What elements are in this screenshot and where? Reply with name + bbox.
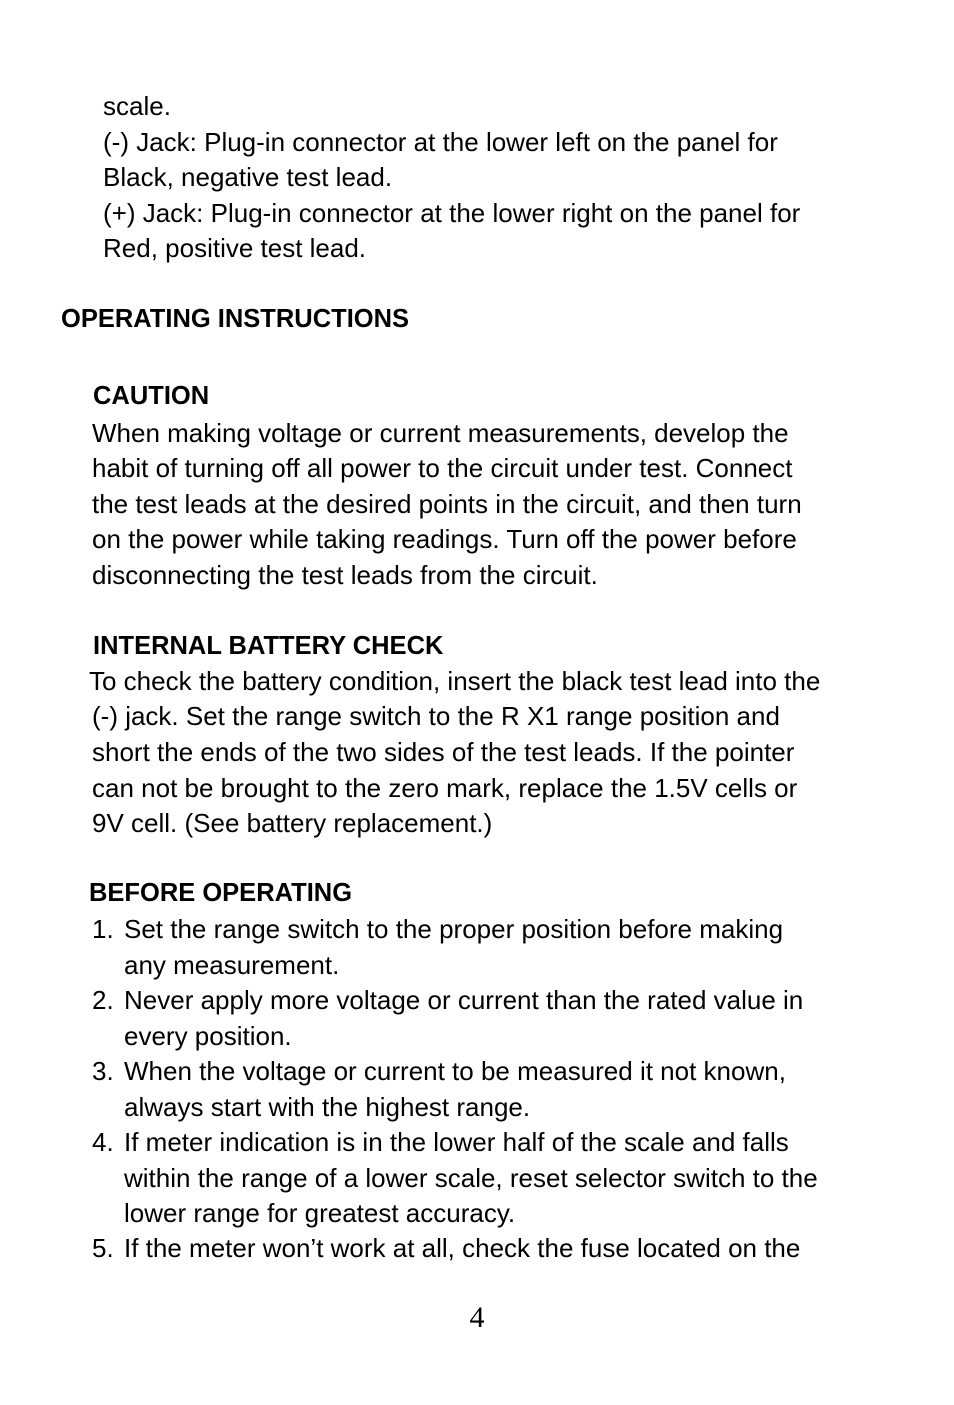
- list-item-line: Set the range switch to the proper position before making: [124, 914, 784, 944]
- page-number: 4: [469, 1301, 485, 1334]
- list-item-number: 1.: [92, 914, 114, 944]
- list-item-line: If meter indication is in the lower half of the scale and falls: [124, 1127, 789, 1157]
- list-item-line: always start with the highest range.: [124, 1092, 531, 1122]
- caution-line: the test leads at the desired points in the circuit, and then turn: [92, 489, 802, 519]
- list-item-line: within the range of a lower scale, reset selector switch to the: [124, 1163, 818, 1193]
- list-item-line: When the voltage or current to be measured it not known,: [124, 1056, 786, 1086]
- battery-check-line: 9V cell. (See battery replacement.): [92, 808, 493, 838]
- battery-check-line: (-) jack. Set the range switch to the R X1 range position and: [92, 701, 780, 731]
- list-item-number: 5.: [92, 1233, 114, 1263]
- battery-check-line: To check the battery condition, insert the black test lead into the: [89, 666, 821, 696]
- before-operating-heading: BEFORE OPERATING: [89, 879, 353, 907]
- intro-line: Red, positive test lead.: [103, 233, 367, 263]
- battery-check-heading: INTERNAL BATTERY CHECK: [93, 632, 444, 660]
- caution-line: When making voltage or current measurements, develop the: [92, 418, 789, 448]
- battery-check-line: short the ends of the two sides of the test leads. If the pointer: [92, 737, 795, 767]
- list-item-line: every position.: [124, 1021, 292, 1051]
- caution-line: habit of turning off all power to the circuit under test. Connect: [92, 453, 793, 483]
- intro-line: Black, negative test lead.: [103, 162, 393, 192]
- list-item-line: lower range for greatest accuracy.: [124, 1198, 516, 1228]
- caution-line: disconnecting the test leads from the circuit.: [92, 560, 598, 590]
- list-item-number: 2.: [92, 985, 114, 1015]
- intro-line: (-) Jack: Plug-in connector at the lower left on the panel for: [103, 127, 778, 157]
- battery-check-line: can not be brought to the zero mark, replace the 1.5V cells or: [92, 773, 798, 803]
- list-item-number: 4.: [92, 1127, 114, 1157]
- caution-heading: CAUTION: [93, 382, 210, 410]
- list-item-line: Never apply more voltage or current than the rated value in: [124, 985, 804, 1015]
- intro-line: scale.: [103, 91, 171, 121]
- list-item-line: If the meter won’t work at all, check the fuse located on the: [124, 1233, 801, 1263]
- list-item-number: 3.: [92, 1056, 114, 1086]
- section-title: OPERATING INSTRUCTIONS: [61, 305, 410, 333]
- list-item-line: any measurement.: [124, 950, 340, 980]
- intro-line: (+) Jack: Plug-in connector at the lower right on the panel for: [103, 198, 801, 228]
- caution-line: on the power while taking readings. Turn off the power before: [92, 524, 797, 554]
